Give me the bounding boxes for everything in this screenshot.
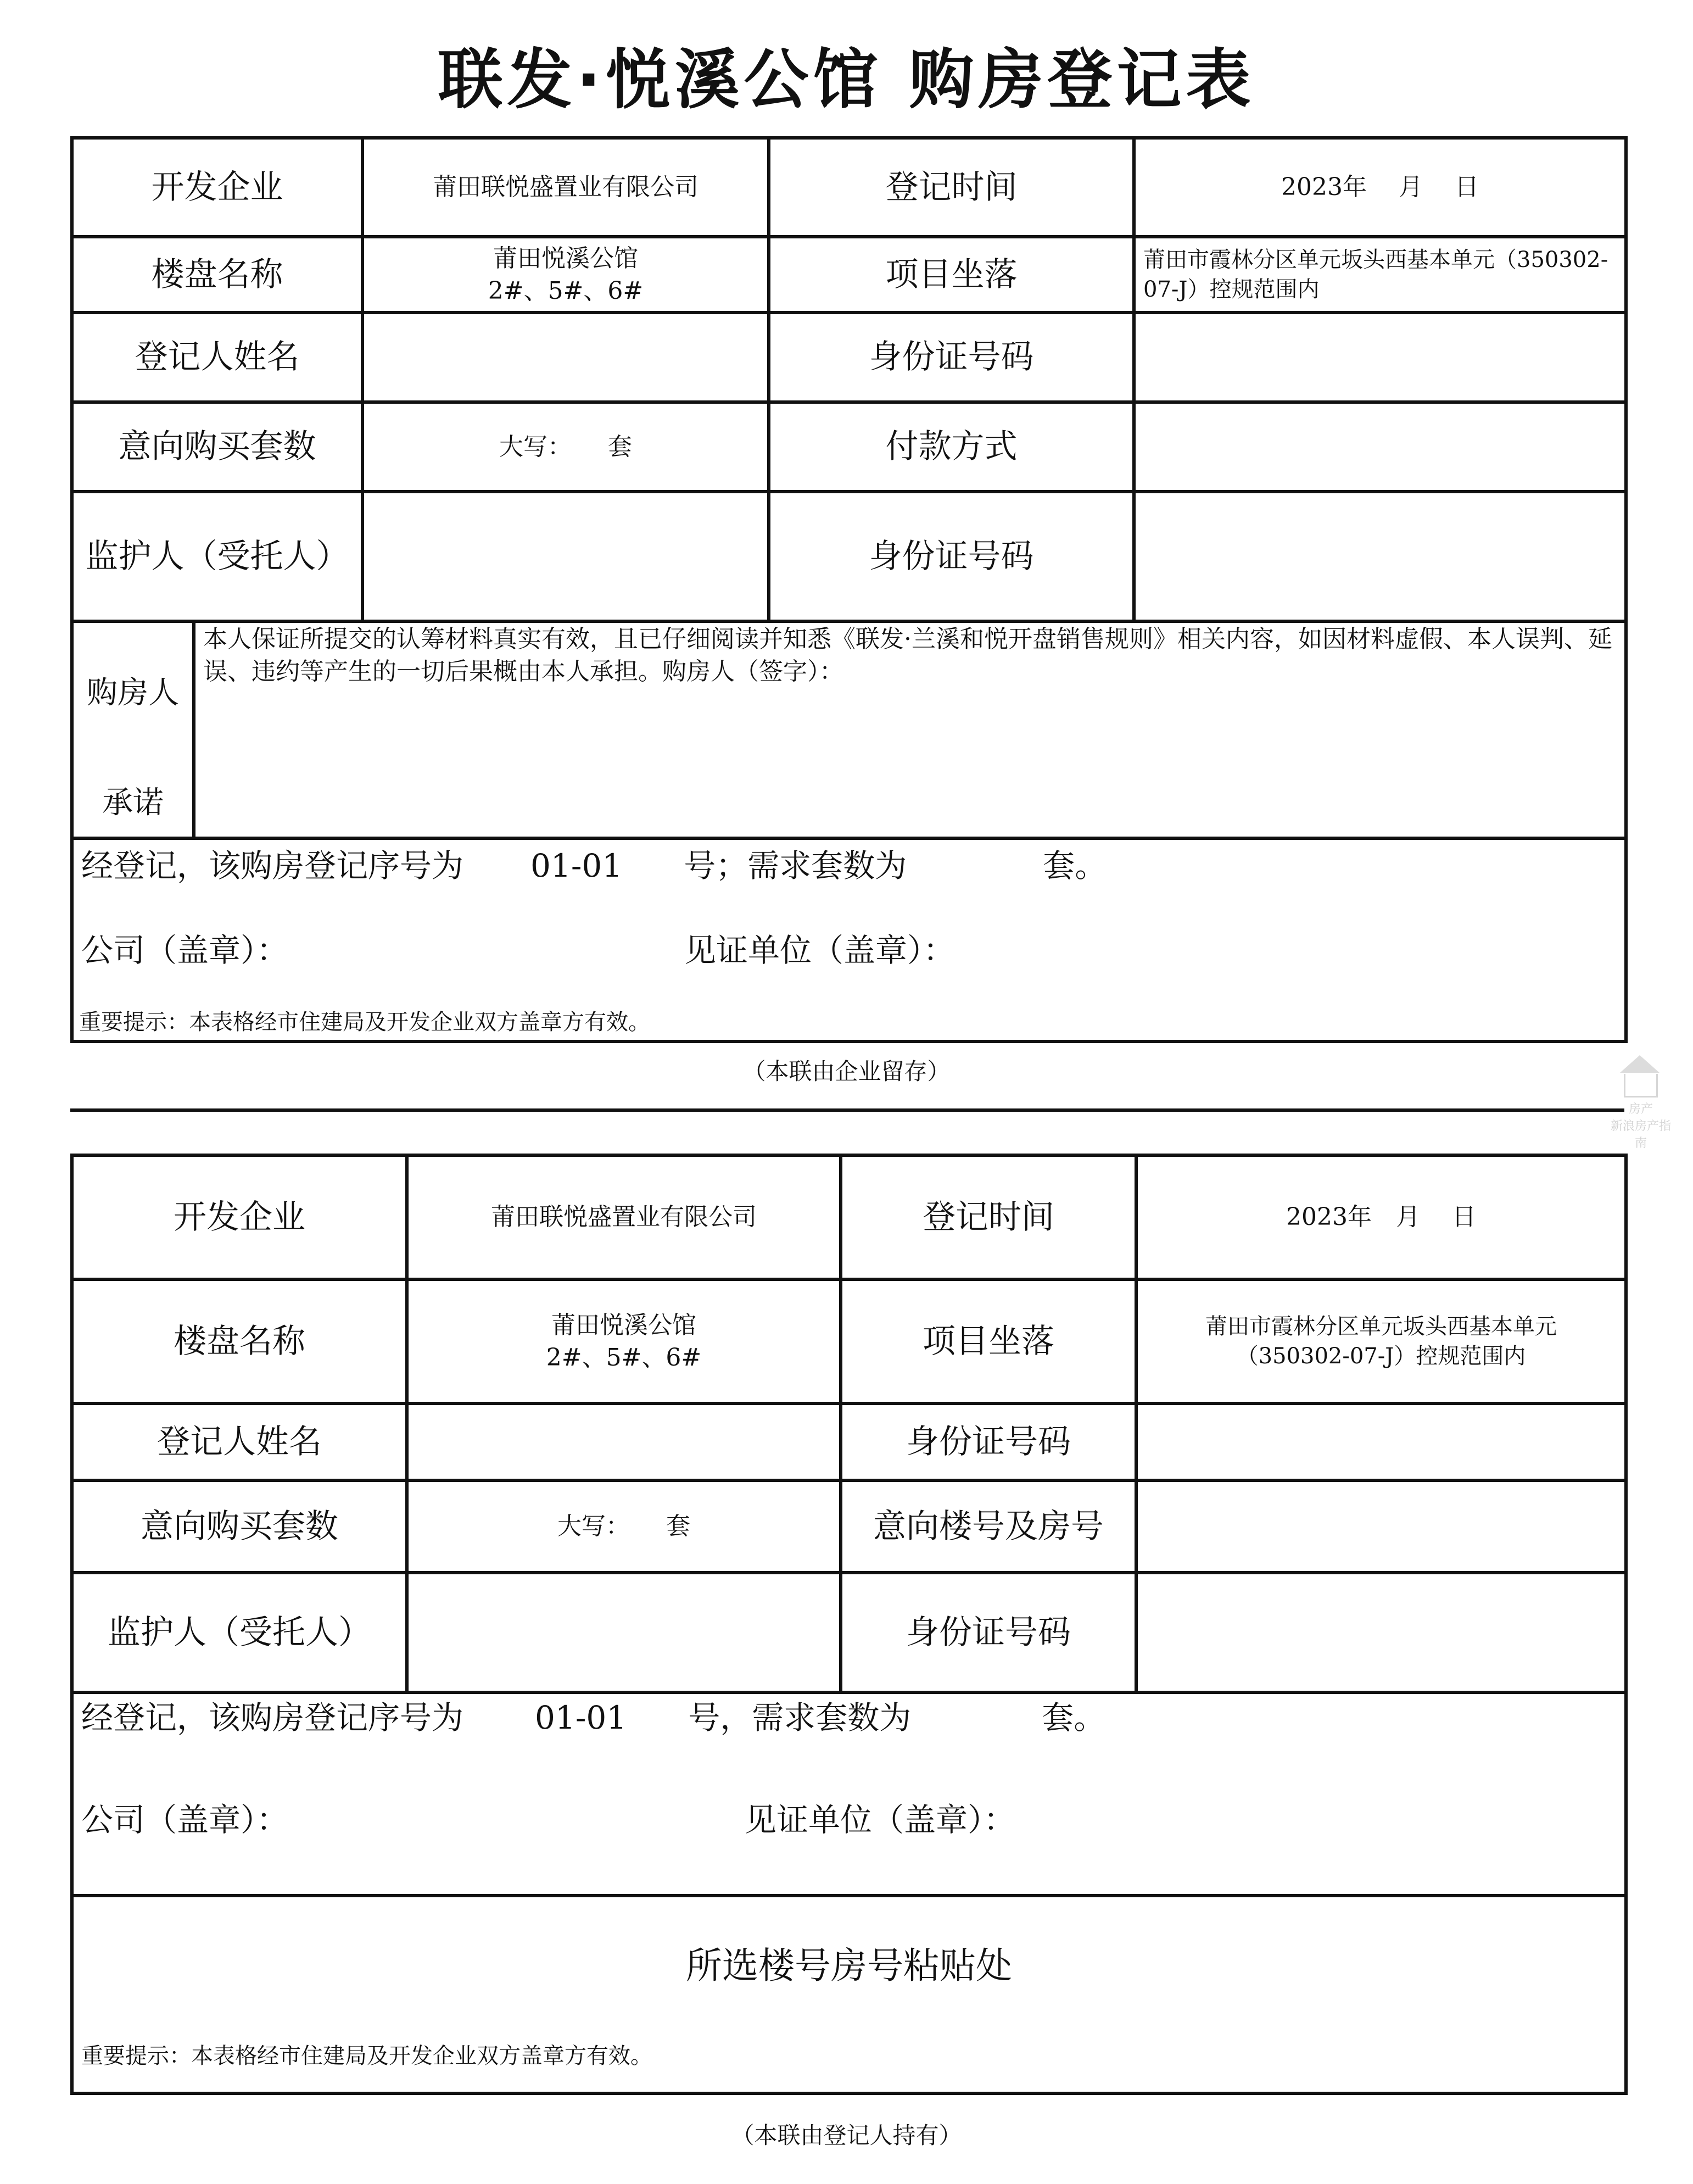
commitment-label-line2: 承诺 — [102, 785, 164, 821]
registration-summary — [72, 838, 1626, 1041]
developer-value: 莆田联悦盛置业有限公司 — [407, 1155, 841, 1279]
project-name-value — [362, 237, 769, 313]
paste-area-label: 所选楼号房号粘贴处 — [686, 1945, 1012, 1987]
summary-mid: 号；需求套数为 — [684, 847, 907, 884]
summary-suffix: 套。 — [1042, 1699, 1106, 1736]
id-number-field[interactable] — [1134, 313, 1626, 402]
location-line-1: 莆田市霞林分区单元坂头西基本单元 — [1205, 1314, 1557, 1339]
commitment-text: 本人保证所提交的认筹材料真实有效，且已仔细阅读并知悉《联发·兰溪和悦开盘销售规则》相关内容，如因材料虚假、本人误判、延误、违约等产生的一切后果概由本人承担。购房人（签字）： — [194, 621, 1626, 838]
project-buildings-line: 2#、5#、6# — [488, 277, 644, 305]
watermark — [1611, 1074, 1671, 1151]
id-number-label: 身份证号码 — [841, 1403, 1136, 1480]
registrant-copy-note: （本联由登记人持有） — [731, 2122, 962, 2149]
guardian-id-label: 身份证号码 — [769, 492, 1134, 621]
buyer-commitment-label — [72, 621, 194, 838]
project-name-line: 莆田悦溪公馆 — [551, 1311, 696, 1339]
house-icon — [1624, 1074, 1658, 1097]
purchase-quantity-field[interactable]: 大写： 套 — [362, 402, 769, 492]
project-location-value: 莆田市霞林分区单元坂头西基本单元（350302-07-J）控规范围内 — [1134, 237, 1626, 313]
company-seal: 公司（盖章）： — [81, 932, 289, 969]
registrant-name-field[interactable] — [407, 1403, 841, 1480]
summary-suffix: 套。 — [1043, 847, 1107, 884]
registrant-name-field[interactable] — [362, 313, 769, 402]
purchase-quantity-label: 意向购买套数 — [72, 1480, 407, 1573]
id-number-label: 身份证号码 — [769, 313, 1134, 402]
registration-time-value[interactable]: 2023年 月 日 — [1136, 1155, 1626, 1279]
registration-form-registrant-copy — [70, 1154, 1628, 2095]
guardian-field[interactable] — [407, 1573, 841, 1692]
important-hint: 重要提示：本表格经市住建局及开发企业双方盖章方有效。 — [81, 2043, 652, 2069]
tear-divider — [70, 1108, 1624, 1112]
project-location-value — [1136, 1279, 1626, 1403]
project-location-label: 项目坐落 — [769, 237, 1134, 313]
summary-mid: 号，需求套数为 — [688, 1699, 912, 1736]
id-number-field[interactable] — [1136, 1403, 1626, 1480]
guardian-label: 监护人（受托人） — [72, 1573, 407, 1692]
developer-label: 开发企业 — [72, 138, 362, 237]
registrant-name-label: 登记人姓名 — [72, 313, 362, 402]
purchase-quantity-label: 意向购买套数 — [72, 402, 362, 492]
page-title: 联发·悦溪公馆 购房登记表 — [438, 42, 1255, 118]
project-name-label: 楼盘名称 — [72, 1279, 407, 1403]
witness-seal: 见证单位（盖章）： — [745, 1801, 1016, 1838]
project-buildings-line: 2#、5#、6# — [546, 1344, 702, 1372]
developer-label: 开发企业 — [72, 1155, 407, 1279]
guardian-id-label: 身份证号码 — [841, 1573, 1136, 1692]
project-name-value — [407, 1279, 841, 1403]
room-number-label: 意向楼号及房号 — [841, 1480, 1136, 1573]
room-number-field[interactable] — [1136, 1480, 1626, 1573]
guardian-field[interactable] — [362, 492, 769, 621]
summary-prefix: 经登记，该购房登记序号为 — [81, 1699, 464, 1736]
location-line-2: （350302-07-J）控规范围内 — [1236, 1344, 1526, 1369]
serial-number: 01-01 — [530, 847, 623, 884]
guardian-label: 监护人（受托人） — [72, 492, 362, 621]
guardian-id-field[interactable] — [1134, 492, 1626, 621]
registration-summary — [72, 1692, 1626, 1896]
summary-line — [81, 844, 1107, 887]
registration-time-value[interactable]: 2023年 月 日 — [1134, 138, 1626, 237]
project-location-label: 项目坐落 — [841, 1279, 1136, 1403]
important-hint: 重要提示：本表格经市住建局及开发企业双方盖章方有效。 — [79, 1010, 650, 1035]
watermark-text-2: 新浪房产指南 — [1611, 1119, 1672, 1150]
project-name-line: 莆田悦溪公馆 — [493, 244, 638, 272]
registration-form-enterprise-copy — [70, 136, 1628, 1043]
purchase-quantity-field[interactable]: 大写： 套 — [407, 1480, 841, 1573]
commitment-label-line1: 购房人 — [87, 675, 179, 711]
project-name-label: 楼盘名称 — [72, 237, 362, 313]
developer-value: 莆田联悦盛置业有限公司 — [362, 138, 769, 237]
summary-prefix: 经登记，该购房登记序号为 — [81, 847, 464, 884]
paste-area — [72, 1896, 1626, 2093]
registration-time-label: 登记时间 — [841, 1155, 1136, 1279]
company-seal: 公司（盖章）： — [81, 1801, 289, 1838]
summary-line — [81, 1696, 1105, 1739]
enterprise-copy-note: （本联由企业留存） — [742, 1058, 951, 1085]
witness-seal: 见证单位（盖章）： — [684, 932, 956, 969]
guardian-id-field[interactable] — [1136, 1573, 1626, 1692]
registrant-name-label: 登记人姓名 — [72, 1403, 407, 1480]
serial-number: 01-01 — [535, 1699, 627, 1736]
payment-method-field[interactable] — [1134, 402, 1626, 492]
registration-time-label: 登记时间 — [769, 138, 1134, 237]
watermark-text-1: 房产 — [1628, 1102, 1653, 1116]
payment-method-label: 付款方式 — [769, 402, 1134, 492]
